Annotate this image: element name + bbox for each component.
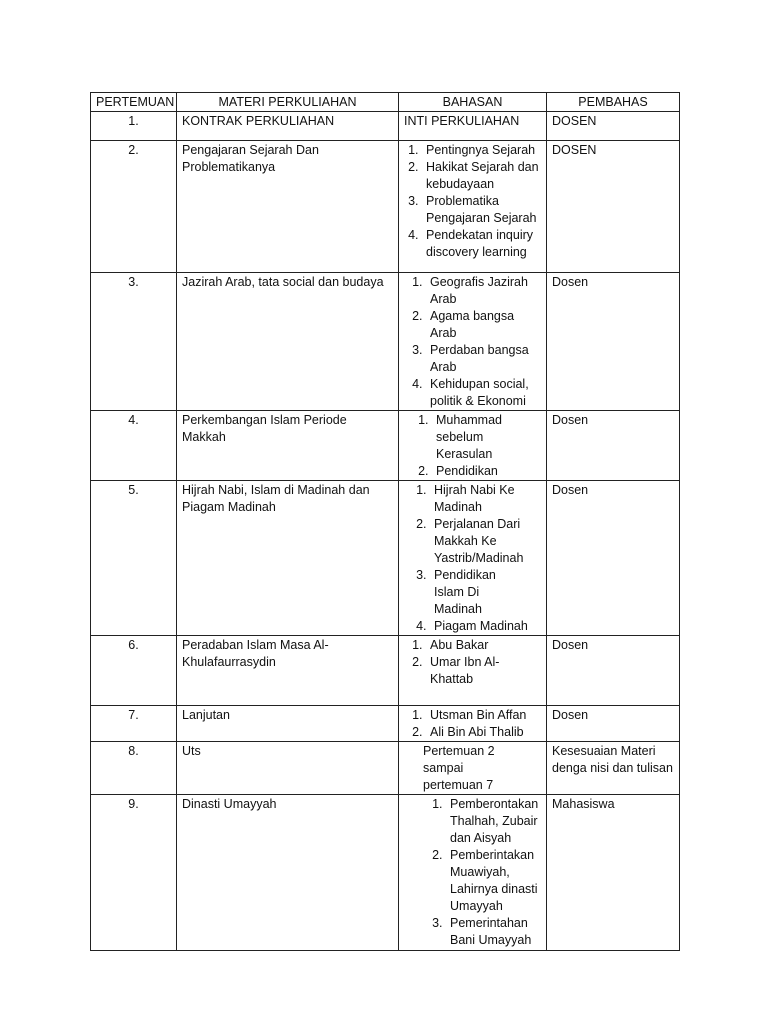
row-number: 4. bbox=[91, 411, 177, 481]
bahasan-list bbox=[404, 142, 541, 261]
list-item: 2. Pemberintakan Muawiyah, Lahirnya dinasti Umayyah bbox=[446, 847, 541, 915]
list-item: 1. Utsman Bin Affan bbox=[426, 707, 541, 724]
pembahas-cell: Dosen bbox=[547, 411, 680, 481]
list-item: 2. Hakikat Sejarah dan kebudayaan bbox=[422, 159, 541, 193]
header-materi: MATERI PERKULIAHAN bbox=[177, 93, 399, 112]
list-item: 2. Umar Ibn Al-Khattab bbox=[426, 654, 511, 688]
header-pembahas: PEMBAHAS bbox=[547, 93, 680, 112]
list-item: 1. Hijrah Nabi Ke Madinah bbox=[430, 482, 541, 516]
bahasan-cell bbox=[399, 636, 547, 706]
materi-cell: Peradaban Islam Masa Al-Khulafaurrasydin bbox=[177, 636, 399, 706]
list-item: 4. Kehidupan social, politik & Ekonomi bbox=[426, 376, 541, 410]
list-item: 1. Geografis Jazirah Arab bbox=[426, 274, 541, 308]
table-row bbox=[91, 273, 680, 411]
table-row bbox=[91, 411, 680, 481]
list-item: 2. Perjalanan Dari Makkah Ke Yastrib/Madinah bbox=[430, 516, 541, 567]
bahasan-list bbox=[404, 796, 541, 949]
materi-cell: Uts bbox=[177, 742, 399, 795]
list-item: 2. Pendidikan bbox=[432, 463, 507, 480]
header-row bbox=[91, 93, 680, 112]
pembahas-cell: DOSEN bbox=[547, 112, 680, 141]
pembahas-cell: Dosen bbox=[547, 273, 680, 411]
list-item: 1. Muhammad sebelum Kerasulan bbox=[432, 412, 507, 463]
materi-cell: Dinasti Umayyah bbox=[177, 795, 399, 951]
table-row bbox=[91, 795, 680, 951]
bahasan-list bbox=[404, 637, 541, 688]
materi-cell: Lanjutan bbox=[177, 706, 399, 742]
list-item: 3. Perdaban bangsa Arab bbox=[426, 342, 541, 376]
row-number: 7. bbox=[91, 706, 177, 742]
schedule-table bbox=[90, 92, 680, 951]
row-number: 2. bbox=[91, 141, 177, 273]
list-item: 1. Pemberontakan Thalhah, Zubair dan Aisyah bbox=[446, 796, 541, 847]
pembahas-cell: Dosen bbox=[547, 636, 680, 706]
materi-cell: Jazirah Arab, tata social dan budaya bbox=[177, 273, 399, 411]
pembahas-cell: Dosen bbox=[547, 706, 680, 742]
row-number: 8. bbox=[91, 742, 177, 795]
list-item: 4. Piagam Madinah bbox=[430, 618, 541, 635]
materi-cell: KONTRAK PERKULIAHAN bbox=[177, 112, 399, 141]
bahasan-cell bbox=[399, 706, 547, 742]
pembahas-cell: Dosen bbox=[547, 481, 680, 636]
header-pertemuan: PERTEMUAN bbox=[91, 93, 177, 112]
bahasan-cell bbox=[399, 141, 547, 273]
pembahas-cell: Mahasiswa bbox=[547, 795, 680, 951]
row-number: 1. bbox=[91, 112, 177, 141]
bahasan-cell: Pertemuan 2 sampai pertemuan 7 bbox=[399, 742, 547, 795]
table-row bbox=[91, 141, 680, 273]
table-row bbox=[91, 636, 680, 706]
bahasan-cell bbox=[399, 481, 547, 636]
pembahas-cell: Kesesuaian Materi denga nisi dan tulisan bbox=[547, 742, 680, 795]
table-row bbox=[91, 742, 680, 795]
bahasan-list bbox=[404, 412, 541, 480]
row-number: 9. bbox=[91, 795, 177, 951]
header-bahasan: BAHASAN bbox=[399, 93, 547, 112]
table-row bbox=[91, 112, 680, 141]
bahasan-cell bbox=[399, 411, 547, 481]
row-number: 6. bbox=[91, 636, 177, 706]
materi-cell: Hijrah Nabi, Islam di Madinah dan Piagam Madinah bbox=[177, 481, 399, 636]
table-row bbox=[91, 706, 680, 742]
bahasan-list bbox=[404, 707, 541, 741]
bahasan-cell: INTI PERKULIAHAN bbox=[399, 112, 547, 141]
row-number: 5. bbox=[91, 481, 177, 636]
list-item: 2. Ali Bin Abi Thalib bbox=[426, 724, 541, 741]
bahasan-cell bbox=[399, 795, 547, 951]
materi-cell: Pengajaran Sejarah Dan Problematikanya bbox=[177, 141, 399, 273]
list-item: 1. Abu Bakar bbox=[426, 637, 511, 654]
pembahas-cell: DOSEN bbox=[547, 141, 680, 273]
bahasan-cell bbox=[399, 273, 547, 411]
list-item: 4. Pendekatan inquiry discovery learning bbox=[422, 227, 541, 261]
list-item: 3. Problematika Pengajaran Sejarah bbox=[422, 193, 541, 227]
row-number: 3. bbox=[91, 273, 177, 411]
bahasan-list bbox=[404, 274, 541, 410]
list-item: 2. Agama bangsa Arab bbox=[426, 308, 541, 342]
list-item: 3. Pemerintahan Bani Umayyah bbox=[446, 915, 541, 949]
list-item: 3. Pendidikan Islam Di Madinah bbox=[430, 567, 541, 618]
table-row bbox=[91, 481, 680, 636]
materi-cell: Perkembangan Islam Periode Makkah bbox=[177, 411, 399, 481]
bahasan-list bbox=[404, 482, 541, 635]
list-item: 1. Pentingnya Sejarah bbox=[422, 142, 541, 159]
